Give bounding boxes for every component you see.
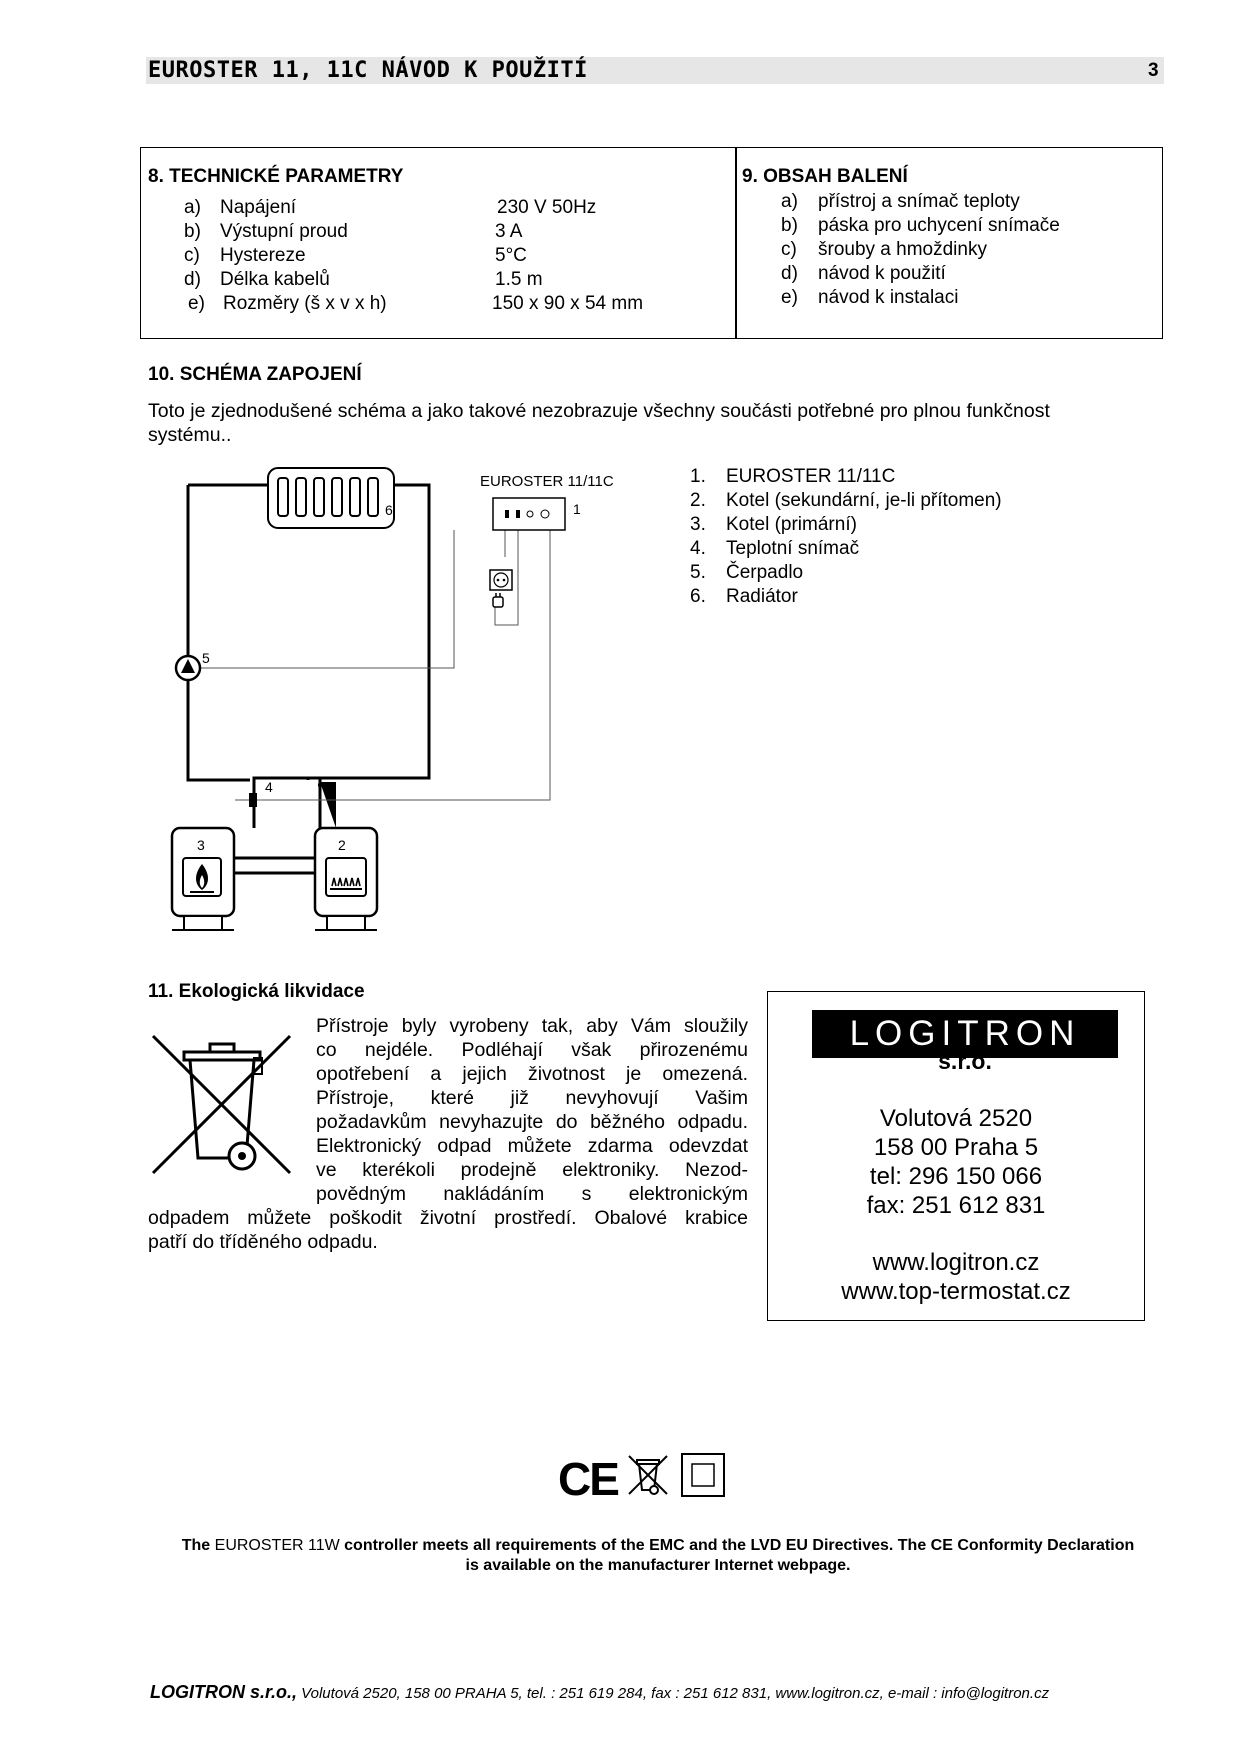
diagram-number: 6 (385, 502, 393, 518)
disposal-line: co nejdéle. Podléhají však přirozenému (316, 1039, 748, 1061)
controller-icon (493, 498, 565, 530)
param-value: 230 V 50Hz (497, 197, 597, 218)
disposal-line: Přístroje byly vyrobeny tak, aby Vám sloužily (316, 1015, 748, 1037)
package-item: návod k instalaci (818, 287, 959, 308)
note-part: The (181, 1537, 211, 1554)
diagram-number: 3 (197, 837, 205, 853)
disposal-line: Elektronický odpad můžete zdarma odevzdat (316, 1135, 748, 1157)
double-insulation-icon (680, 1452, 726, 1498)
tech-params-title: 8. TECHNICKÉ PARAMETRY (148, 166, 404, 187)
package-item: páska pro uchycení snímače (818, 215, 1060, 236)
device-label: EUROSTER 11/11C (480, 473, 614, 490)
package-item-letter: b) (781, 215, 798, 236)
diagram-number: 4 (265, 779, 273, 795)
legend-item: Radiátor (726, 586, 798, 607)
page-number: 3 (1148, 60, 1159, 81)
product-name: EUROSTER 11W (214, 1537, 340, 1554)
package-item-letter: a) (781, 191, 798, 212)
legend-number: 2. (690, 490, 706, 511)
param-value: 150 x 90 x 54 mm (492, 293, 644, 314)
pump-wire (200, 530, 454, 668)
disposal-text (316, 1014, 748, 1206)
package-item-letter: e) (781, 287, 798, 308)
param-value: 1.5 m (495, 269, 543, 290)
legend-number: 5. (690, 562, 706, 583)
pipe-loop (188, 485, 250, 780)
disposal-line: odpadem můžete poškodit životní prostředí. Obalové krabice (148, 1207, 748, 1229)
package-item: návod k použití (818, 263, 946, 284)
param-label: Napájení (220, 197, 297, 218)
address-street: Volutová 2520 (879, 1105, 1033, 1132)
website-link[interactable]: www.top-termostat.cz (841, 1278, 1071, 1305)
disposal-line: opotřebení a jejich životnost je omezená. (316, 1063, 748, 1085)
document-title: EUROSTER 11, 11C NÁVOD K POUŽITÍ (148, 58, 588, 83)
power-plug-icon (493, 593, 503, 607)
company-fax: fax: 251 612 831 (866, 1192, 1046, 1219)
package-item: šrouby a hmoždinky (818, 239, 987, 260)
note-part: controller meets all requirements of the EMC and the LVD EU Directives. The CE Conformity Declaration (344, 1537, 1135, 1554)
website-link[interactable]: www.logitron.cz (872, 1249, 1040, 1276)
param-row: b) (184, 221, 201, 242)
company-suffix: s.r.o. (938, 1048, 992, 1074)
diagram-number: 2 (338, 837, 346, 853)
weee-small-icon (627, 1452, 669, 1498)
param-value: 5°C (495, 245, 527, 266)
param-row: d) (184, 269, 201, 290)
param-row: c) (184, 245, 200, 266)
disposal-line: patří do tříděného odpadu. (148, 1231, 378, 1253)
pipe-secondary (320, 782, 336, 828)
package-contents-title: 9. OBSAH BALENÍ (742, 166, 908, 187)
company-phone: tel: 296 150 066 (869, 1163, 1043, 1190)
disposal-line: požadavkům nevyhazujte do běžného odpadu. (316, 1111, 748, 1133)
package-item: přístroj a snímač teploty (818, 191, 1020, 212)
diagram-number: 5 (202, 650, 210, 666)
disposal-line: povědným nakládáním s elektronickým (316, 1183, 748, 1205)
legend-number: 4. (690, 538, 706, 559)
param-value: 3 A (495, 221, 523, 242)
company-address (767, 1104, 1145, 1220)
wiring-diagram (150, 460, 670, 950)
address-city: 158 00 Praha 5 (873, 1134, 1039, 1161)
sensor-icon (249, 793, 257, 807)
disposal-title: 11. Ekologická likvidace (148, 981, 365, 1002)
param-label: Délka kabelů (220, 269, 330, 290)
pipe-secondary (308, 778, 320, 790)
package-item-letter: d) (781, 263, 798, 284)
legend-number: 1. (690, 466, 706, 487)
wiring-intro: Toto je zjednodušené schéma a jako takové nezobrazuje všechny součásti potřebné pro plnou funkčnost systému.. (148, 400, 1050, 446)
param-row: a) (184, 197, 201, 218)
footer-contact: Volutová 2520, 158 00 PRAHA 5, tel. : 251 619 284, fax : 251 612 831, www.logitron.cz, e-mail : info@logitron.cz (297, 1685, 1050, 1702)
ce-mark-icon: CE (558, 1453, 618, 1505)
crossed-bin-icon (150, 1028, 298, 1180)
page-footer (150, 1682, 1049, 1703)
wiring-title: 10. SCHÉMA ZAPOJENÍ (148, 364, 362, 385)
diagram-number: 1 (573, 501, 581, 517)
company-web (767, 1248, 1145, 1306)
legend-item: Teplotní snímač (726, 538, 860, 559)
disposal-text-wrap (148, 1206, 748, 1254)
secondary-boiler-icon (315, 828, 377, 930)
legend-item: Čerpadlo (726, 562, 804, 583)
compliance-note (150, 1536, 1166, 1576)
legend-number: 3. (690, 514, 706, 535)
pump-icon (176, 656, 200, 680)
legend-item: Kotel (sekundární, je-li přítomen) (726, 490, 1002, 511)
param-label: Hystereze (220, 245, 306, 266)
footer-company: LOGITRON s.r.o., (150, 1682, 298, 1702)
legend-item: Kotel (primární) (726, 514, 857, 535)
radiator-icon (268, 468, 394, 528)
company-logo: LOGITRON (812, 1010, 1118, 1058)
legend-item: EUROSTER 11/11C (726, 466, 896, 487)
package-item-letter: c) (781, 239, 797, 260)
note-line: is available on the manufacturer Internet webpage. (465, 1557, 851, 1574)
pipe-loop (254, 485, 429, 828)
disposal-line: ve kterékoli prodejně elektroniky. Nezod- (316, 1159, 748, 1181)
param-row: e) (188, 293, 205, 314)
power-socket-icon (490, 570, 512, 590)
legend-number: 6. (690, 586, 706, 607)
param-label: Výstupní proud (220, 221, 348, 242)
param-label: Rozměry (š x v x h) (223, 293, 387, 314)
disposal-line: Přístroje, které již nevyhovují Vašim (316, 1087, 748, 1109)
